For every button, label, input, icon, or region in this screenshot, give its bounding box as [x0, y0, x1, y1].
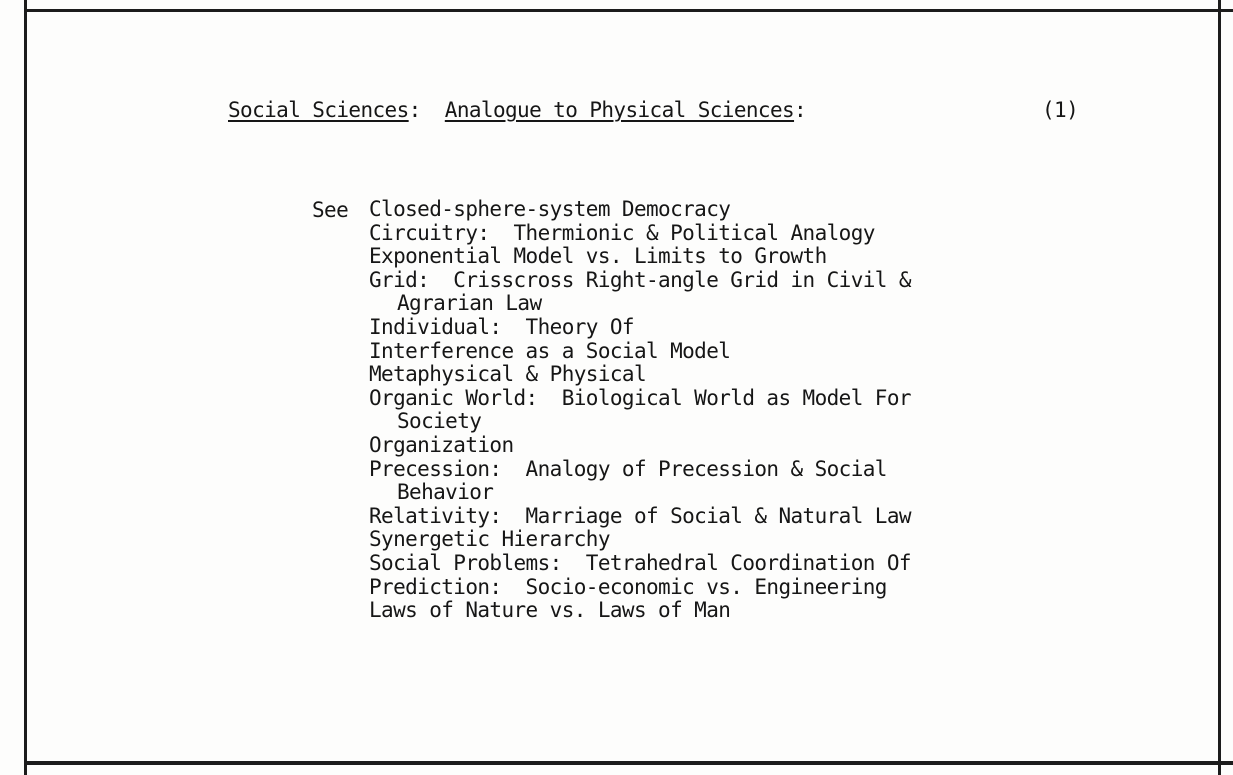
cross-reference-entry: Exponential Model vs. Limits to Growth — [369, 244, 827, 269]
heading-topic: Analogue to Physical Sciences — [444, 98, 795, 122]
card-border-bottom — [24, 761, 1233, 765]
cross-reference-entry: Interference as a Social Model — [369, 338, 731, 363]
cross-reference-entry: Synergetic Hierarchy — [369, 527, 610, 552]
cross-reference-entry: Precession: Analogy of Precession & Social — [369, 456, 887, 481]
cross-reference-entry: Closed-sphere-system Democracy — [369, 197, 731, 221]
cross-reference-entry: Social Problems: Tetrahedral Coordination Of — [369, 550, 911, 575]
cross-reference-entry: Metaphysical & Physical — [369, 362, 646, 387]
see-label: See — [312, 198, 349, 222]
cross-reference-entry: Organic World: Biological World as Model For — [369, 385, 911, 410]
card-heading — [228, 98, 806, 122]
cross-reference-entry: Relativity: Marriage of Social & Natural Law — [369, 503, 911, 528]
card-border-top — [24, 9, 1233, 12]
card-border-left — [24, 0, 27, 775]
heading-separator: : — [408, 98, 445, 122]
cross-reference-list — [369, 198, 911, 623]
cross-reference-entry: Organization — [369, 432, 514, 457]
cross-reference-entry: Individual: Theory Of — [369, 314, 634, 339]
card-border-right — [1218, 0, 1221, 775]
cross-reference-continuation: Society — [397, 409, 482, 434]
heading-subject: Social Sciences — [228, 98, 409, 122]
cross-reference-continuation: Agrarian Law — [397, 291, 542, 316]
cross-reference-entry: Grid: Crisscross Right-angle Grid in Civil & — [369, 267, 911, 292]
cross-reference-continuation: Behavior — [397, 480, 494, 505]
cross-reference-entry: Laws of Nature vs. Laws of Man — [369, 598, 731, 623]
cross-reference-entry: Prediction: Socio-economic vs. Engineering — [369, 574, 887, 599]
card-number: (1) — [1042, 98, 1079, 122]
cross-reference-entry: Circuitry: Thermionic & Political Analogy — [369, 220, 875, 245]
heading-colon: : — [794, 98, 807, 122]
